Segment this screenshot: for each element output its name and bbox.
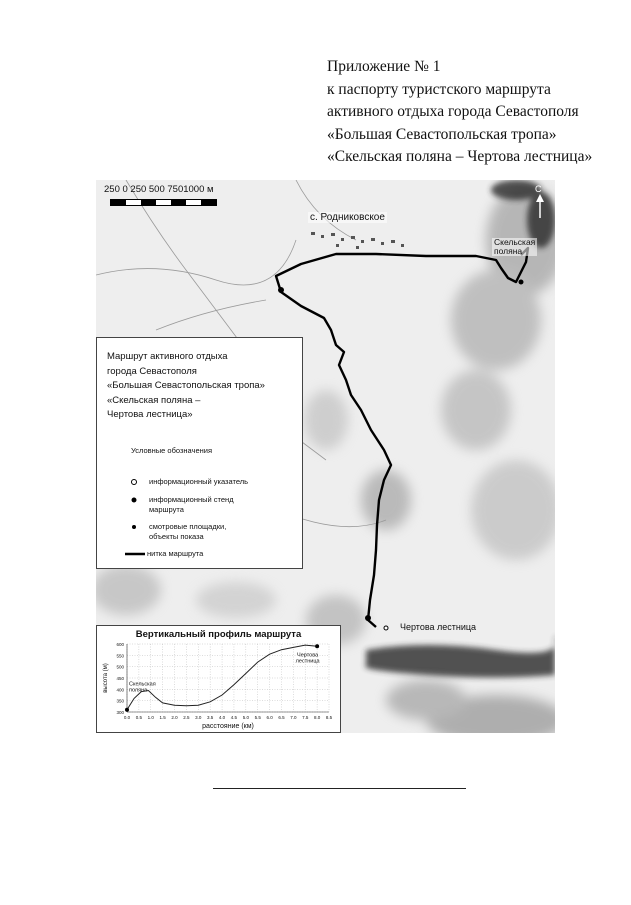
- end-label-line1: Чертова: [297, 652, 319, 659]
- small-dot-icon: [127, 522, 149, 532]
- y-tick-label: 350: [116, 698, 124, 704]
- village-label: с. Родниковское: [310, 212, 385, 223]
- legend-title: Маршрут активного отдыха города Севастополя «Большая Севастопольская тропа» «Скельская поляна – Чертова лестница»: [107, 351, 265, 420]
- start-label: Скельская поляна: [494, 237, 536, 256]
- y-tick-label: 500: [116, 664, 124, 670]
- x-tick-label: 6.0: [266, 715, 273, 720]
- x-axis-label: расстояние (км): [202, 723, 254, 730]
- legend-subtitle: Условные обозначения: [131, 446, 213, 455]
- header-line-4: «Большая Севастопольская тропа»: [327, 125, 557, 143]
- viewpoint-marker: [519, 280, 524, 285]
- x-tick-label: 0.0: [123, 715, 131, 720]
- x-tick-label: 2.0: [171, 715, 178, 720]
- separator-line: [213, 788, 466, 789]
- start-point: [125, 708, 129, 712]
- circle-outline-icon: [127, 477, 149, 487]
- legend-item-info-stand: информационный стенд маршрута: [127, 495, 234, 515]
- x-tick-label: 4.5: [230, 715, 238, 720]
- elevation-profile: [96, 625, 341, 733]
- y-tick-label: 300: [116, 710, 124, 715]
- x-tick-label: 1.5: [159, 715, 166, 720]
- x-tick-label: 3.0: [195, 715, 202, 720]
- x-tick-label: 5.5: [254, 715, 261, 720]
- end-label: Чертова лестница: [400, 622, 477, 632]
- x-tick-label: 4.0: [218, 715, 226, 720]
- x-tick-label: 6.5: [278, 715, 285, 720]
- y-tick-label: 600: [116, 642, 124, 647]
- header-line-2: к паспорту туристского маршрута: [327, 80, 551, 98]
- north-arrow-icon: С: [534, 188, 546, 220]
- legend-item-route: нитка маршрута: [125, 549, 203, 559]
- route-line-icon: [125, 549, 147, 559]
- appendix-header: [327, 56, 627, 169]
- profile-title: Вертикальный профиль маршрута: [135, 629, 302, 640]
- start-label-line2: поляна: [129, 687, 148, 694]
- route-map: [96, 180, 555, 733]
- y-axis-label: высота (м): [103, 663, 109, 693]
- end-label-line2: лестница: [295, 658, 320, 665]
- info-sign-marker: [384, 626, 388, 630]
- x-tick-label: 0.5: [135, 715, 143, 720]
- x-tick-label: 7.0: [290, 715, 297, 720]
- header-line-1: Приложение № 1: [327, 58, 441, 75]
- scale-bar: [104, 184, 214, 195]
- x-tick-label: 5.0: [242, 715, 249, 720]
- header-line-3: активного отдыха города Севастополя: [327, 103, 579, 120]
- y-tick-label: 550: [116, 653, 124, 659]
- scale-blocks: [110, 199, 217, 206]
- x-tick-label: 8.5: [325, 715, 333, 720]
- info-stand-marker: [365, 615, 371, 621]
- y-tick-label: 450: [116, 676, 124, 681]
- dot-icon: [127, 495, 149, 505]
- map-legend: [96, 337, 303, 569]
- x-tick-label: 2.5: [183, 715, 190, 720]
- legend-item-viewpoints: смотровые площадки, объекты показа: [127, 522, 226, 542]
- x-tick-label: 7.5: [302, 715, 309, 720]
- header-line-5: «Скельская поляна – Чертова лестница»: [327, 148, 593, 165]
- legend-item-info-sign: информационный указатель: [127, 477, 248, 487]
- scale-text: 250 0 250 500 7501000 м: [104, 184, 214, 195]
- info-stand-marker: [278, 287, 284, 293]
- x-tick-label: 3.5: [207, 715, 214, 720]
- end-point: [315, 644, 319, 648]
- x-tick-label: 8.0: [313, 715, 321, 720]
- profile-chart: [97, 626, 342, 733]
- start-label-line1: Скельская: [129, 681, 156, 688]
- x-tick-label: 1.0: [147, 715, 154, 720]
- y-tick-label: 400: [116, 687, 124, 693]
